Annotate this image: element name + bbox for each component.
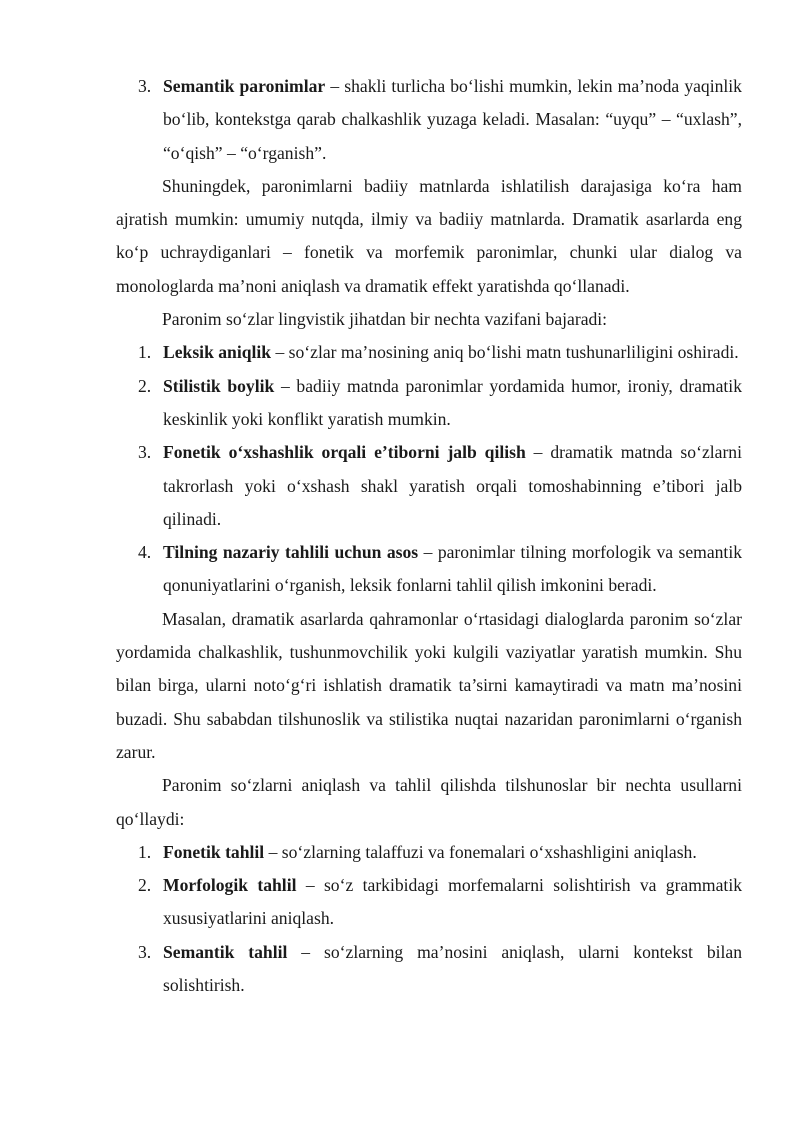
list-term: Fonetik tahlil bbox=[163, 841, 265, 862]
list-number: 2. bbox=[138, 375, 152, 396]
list-text: – badiiy matnda paronimlar yordamida humor, ironiy, dramatik keskinlik yoki konflikt yaratish mumkin. bbox=[163, 375, 742, 429]
list-term: Tilning nazariy tahlili uchun asos bbox=[163, 542, 419, 563]
list-text: – so‘zlar ma’nosining aniq bo‘lishi matn tushunarliligini oshiradi. bbox=[271, 342, 739, 363]
list-term: Semantik paronimlar bbox=[163, 76, 326, 96]
list-item bbox=[116, 869, 742, 936]
list-text: – dramatik matnda so‘zlarni takrorlash yoki o‘xshash shakl yaratish orqali tomoshabinning e’tibori jalb qilinadi. bbox=[163, 442, 742, 529]
paragraph: Paronim so‘zlarni aniqlash va tahlil qilishda tilshunoslar bir nechta usullarni qo‘llaydi: bbox=[116, 775, 742, 829]
list-item bbox=[116, 936, 742, 1003]
list-text: – so‘z tarkibidagi morfemalarni solishtirish va grammatik xususiyatlarini aniqlash. bbox=[163, 875, 742, 929]
list-text: – so‘zlarning ma’nosini aniqlash, ularni kontekst bilan solishtirish. bbox=[163, 941, 742, 996]
list-term: Leksik aniqlik bbox=[163, 342, 272, 363]
paragraph: Masalan, dramatik asarlarda qahramonlar o‘rtasidagi dialoglarda paronim so‘zlar yordamida chalkashlik, tushunmovchilik yoki kulgili vaziyatlar yaratish mumkin. Shu bilan birga, ularni noto‘g‘ri ishlatish dramatik ta’sirni kamaytiradi va matn ma’nosini buzadi. Shu sababdan tilshunoslik va stilistika nuqtai nazaridan paronimlarni o‘rganish zarur. bbox=[116, 608, 742, 762]
list-number: 4. bbox=[138, 542, 152, 563]
list-number: 3. bbox=[138, 442, 152, 463]
list-number: 1. bbox=[138, 841, 152, 862]
list-number: 1. bbox=[138, 342, 152, 363]
document-page bbox=[116, 70, 742, 1002]
list-item bbox=[116, 336, 742, 369]
list-number: 3. bbox=[138, 941, 152, 962]
list-text: – shakli turlicha bo‘lishi mumkin, lekin ma’noda yaqinlik bo‘lib, kontekstga qarab chalkashlik yuzaga keladi. Masalan: “uyqu” – “uxlash”, “o‘qish” – “o‘rganish”. bbox=[163, 76, 742, 163]
list-item bbox=[116, 536, 742, 603]
list-term: Stilistik boylik bbox=[163, 375, 275, 396]
list-item bbox=[116, 70, 742, 170]
list-text: – paronimlar tilning morfologik va semantik qonuniyatlarini o‘rganish, leksik fonlarni tahlil qilish imkonini beradi. bbox=[163, 542, 743, 596]
list-text: – so‘zlarning talaffuzi va fonemalari o‘xshashligini aniqlash. bbox=[264, 841, 697, 862]
list-item bbox=[116, 370, 742, 437]
list-number: 2. bbox=[138, 875, 152, 896]
list-term: Morfologik tahlil bbox=[163, 875, 297, 896]
list-term: Fonetik o‘xshashlik orqali e’tiborni jalb qilish bbox=[163, 442, 526, 463]
paragraph: Paronim so‘zlar lingvistik jihatdan bir nechta vazifani bajaradi: bbox=[162, 309, 608, 330]
list-number: 3. bbox=[138, 76, 152, 96]
paragraph: Shuningdek, paronimlarni badiiy matnlarda ishlatilish darajasiga ko‘ra ham ajratish mumkin: umumiy nutqda, ilmiy va badiiy matnlarda. Dramatik asarlarda eng ko‘p uchraydiganlari – fonetik va morfemik paronimlar, chunki ular dialog va monologlarda ma’noni aniqlash va dramatik effekt yaratishda qo‘llanadi. bbox=[116, 175, 742, 296]
list-item bbox=[116, 836, 742, 869]
list-term: Semantik tahlil bbox=[163, 941, 288, 962]
list-item bbox=[116, 436, 742, 536]
